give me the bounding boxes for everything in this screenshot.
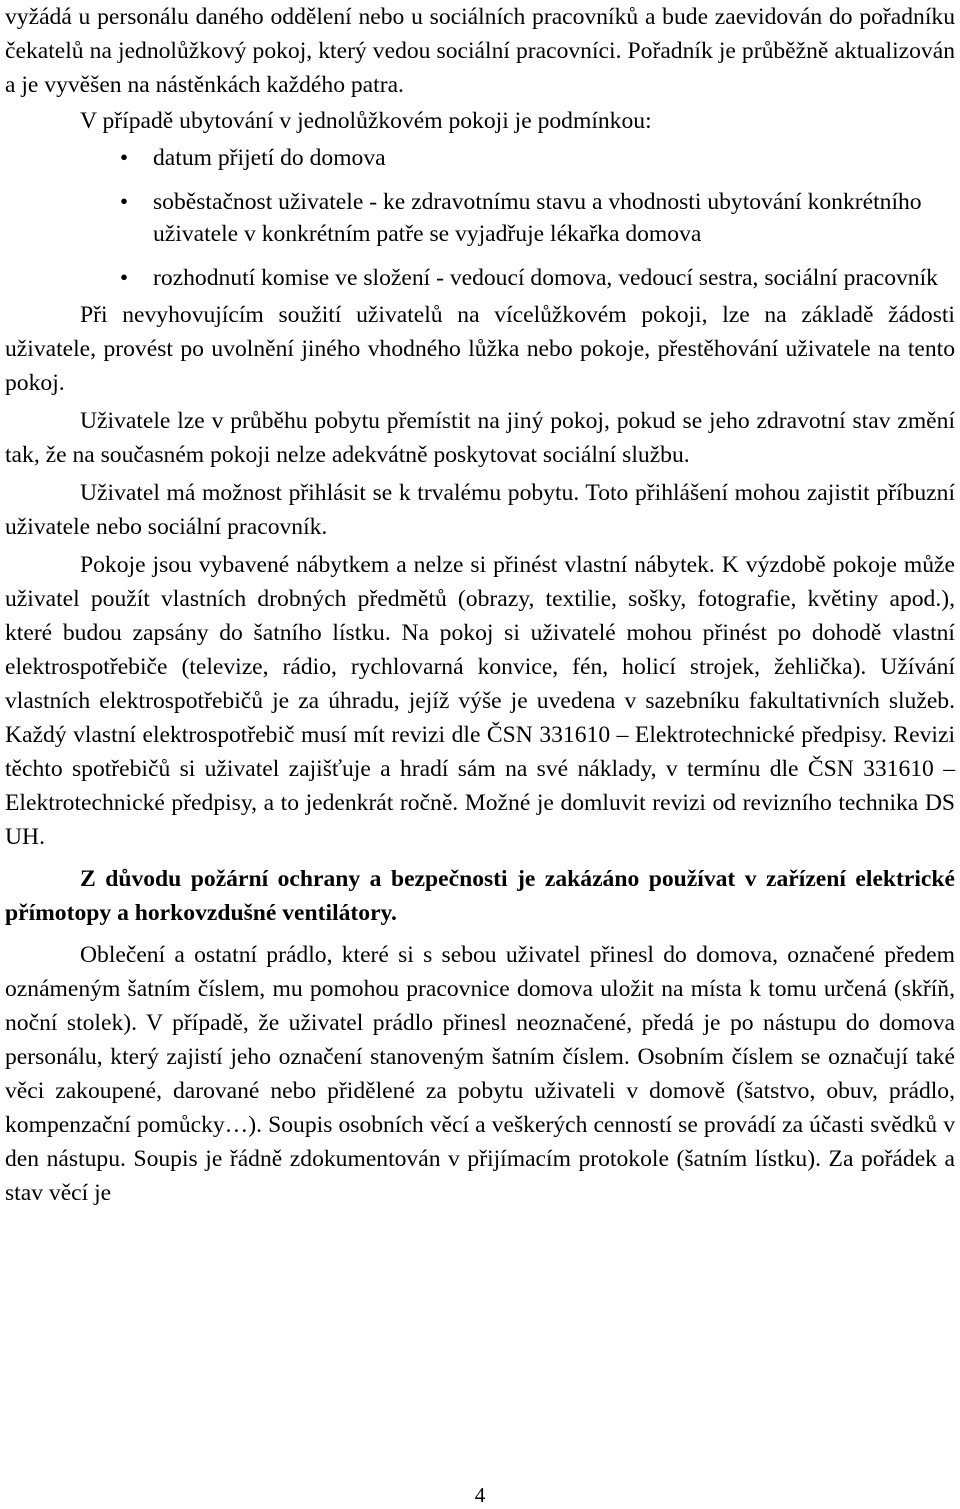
bullet-icon: • bbox=[119, 265, 129, 291]
paragraph-clothing: Oblečení a ostatní prádlo, které si s sebou uživatel přinesl do domova, označené předem oznámeným šatním číslem, mu pomohou pracovnice domova uložit na místa k tomu určená (skříň, noční stolek). V případě, že uživatel prádlo přinesl neoznačené, předá je po nástupu do domova personálu, který zajistí jeho označení stanoveným šatním číslem. Osobním číslem se označují také věci zakoupené, darované nebo přidělené za pobytu uživateli v domově (šatstvo, obuv, prádlo, kompenzační pomůcky…). Soupis osobních věcí a veškerých cenností se provádí za účasti svědků v den nástupu. Soupis je řádně zdokumentován v přijímacím protokole (šatním lístku). Za pořádek a stav věcí je bbox=[5, 942, 955, 1206]
conditions-intro: V případě ubytování v jednolůžkovém pokoji je podmínkou: bbox=[80, 108, 652, 134]
condition-text: datum přijetí do domova bbox=[153, 145, 386, 171]
paragraph-permanent-residence: Uživatel má možnost přihlásit se k trvalému pobytu. Toto přihlášení mohou zajistit příbuzní uživatele nebo sociální pracovník. bbox=[5, 480, 955, 540]
conditions-list bbox=[5, 142, 955, 294]
list-item bbox=[119, 142, 955, 174]
bullet-icon: • bbox=[119, 189, 129, 215]
paragraph-fire-safety: Z důvodu požární ochrany a bezpečnosti je zakázáno používat v zařízení elektrické přímotopy a horkovzdušné ventilátory. bbox=[5, 866, 955, 926]
document-page bbox=[5, 0, 955, 1210]
condition-text: soběstačnost uživatele - ke zdravotnímu stavu a vhodnosti ubytování konkrétního uživatele v konkrétním patře se vyjadřuje lékařka domova bbox=[153, 189, 922, 247]
condition-text: rozhodnutí komise ve složení - vedoucí domova, vedoucí sestra, sociální pracovník bbox=[153, 265, 938, 291]
bullet-icon: • bbox=[119, 145, 129, 171]
paragraph-furniture-appliances: Pokoje jsou vybavené nábytkem a nelze si přinést vlastní nábytek. K výzdobě pokoje může uživatel použít vlastních drobných předmětů (obrazy, textilie, sošky, fotografie, květiny apod.), které budou zapsány do šatního lístku. Na pokoj si uživatelé mohou přinést po dohodě vlastní elektrospotřebiče (televize, rádio, rychlovarná konvice, fén, holicí strojek, žehlička). Užívání vlastních elektrospotřebičů je za úhradu, jejíž výše je uvedena v sazebníku fakultativních služeb. Každý vlastní elektrospotřebič musí mít revizi dle ČSN 331610 – Elektrotechnické předpisy. Revizi těchto spotřebičů si uživatel zajišťuje a hradí sám na své náklady, v termínu dle ČSN 331610 – Elektrotechnické předpisy, a to jedenkrát ročně. Možné je domluvit revizi od revizního technika DS UH. bbox=[5, 552, 955, 850]
list-item bbox=[119, 186, 955, 250]
list-item bbox=[119, 262, 955, 294]
page-number: 4 bbox=[474, 1483, 486, 1507]
paragraph-intro-continuation: vyžádá u personálu daného oddělení nebo u sociálních pracovníků a bude zaevidován do pořadníku čekatelů na jednolůžkový pokoj, který vedou sociální pracovníci. Pořadník je průběžně aktualizován a je vyvěšen na nástěnkách každého patra. bbox=[5, 4, 955, 98]
paragraph-relocation: Uživatele lze v průběhu pobytu přemístit na jiný pokoj, pokud se jeho zdravotní stav změní tak, že na současném pokoji nelze adekvátně poskytovat sociální službu. bbox=[5, 408, 955, 468]
paragraph-coexistence: Při nevyhovujícím soužití uživatelů na vícelůžkovém pokoji, lze na základě žádosti uživatele, provést po uvolnění jiného vhodného lůžka nebo pokoje, přestěhování uživatele na tento pokoj. bbox=[5, 302, 955, 396]
